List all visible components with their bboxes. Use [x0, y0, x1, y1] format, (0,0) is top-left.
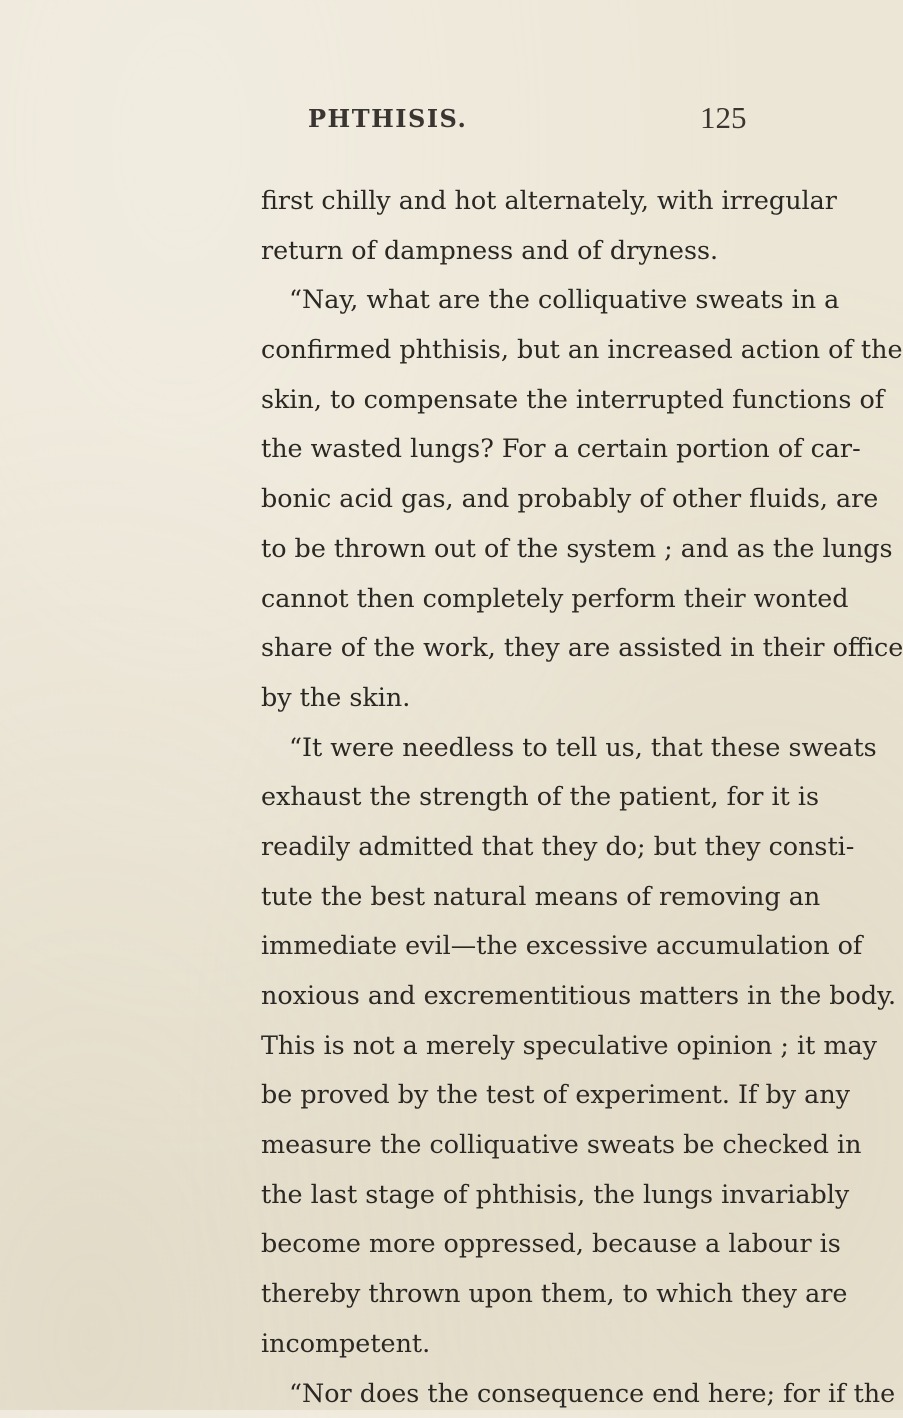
text-line: exhaust the strength of the patient, for it is	[261, 772, 783, 822]
running-head	[0, 104, 801, 144]
body-text	[261, 176, 783, 1418]
text-line: measure the colliquative sweats be checked in	[261, 1120, 783, 1170]
text-line: “It were needless to tell us, that these sweats	[261, 723, 783, 773]
page-number: 125	[700, 100, 747, 136]
running-head-title: PHTHISIS.	[308, 104, 467, 133]
text-line: become more oppressed, because a labour is	[261, 1219, 783, 1269]
text-line: skin, to compensate the interrupted functions of	[261, 375, 783, 425]
text-line: thereby thrown upon them, to which they are	[261, 1269, 783, 1319]
text-line: return of dampness and of dryness.	[261, 226, 783, 276]
text-line: noxious and excrementitious matters in the body.	[261, 971, 783, 1021]
text-line: incompetent.	[261, 1319, 783, 1369]
text-line: to be thrown out of the system ; and as the lungs	[261, 524, 783, 574]
text-line: tute the best natural means of removing an	[261, 872, 783, 922]
text-line: cannot then completely perform their wonted	[261, 574, 783, 624]
text-line: “Nor does the consequence end here; for if the	[261, 1369, 783, 1418]
text-line: “Nay, what are the colliquative sweats in a	[261, 275, 783, 325]
text-line: by the skin.	[261, 673, 783, 723]
text-line: be proved by the test of experiment. If by any	[261, 1070, 783, 1120]
text-line: the last stage of phthisis, the lungs invariably	[261, 1170, 783, 1220]
text-line: This is not a merely speculative opinion ; it may	[261, 1021, 783, 1071]
text-line: first chilly and hot alternately, with irregular	[261, 176, 783, 226]
text-line: confirmed phthisis, but an increased action of the	[261, 325, 783, 375]
text-line: bonic acid gas, and probably of other fluids, are	[261, 474, 783, 524]
text-line: readily admitted that they do; but they consti-	[261, 822, 783, 872]
text-line: share of the work, they are assisted in their office	[261, 623, 783, 673]
text-line: immediate evil—the excessive accumulation of	[261, 921, 783, 971]
text-line: the wasted lungs? For a certain portion of car-	[261, 424, 783, 474]
